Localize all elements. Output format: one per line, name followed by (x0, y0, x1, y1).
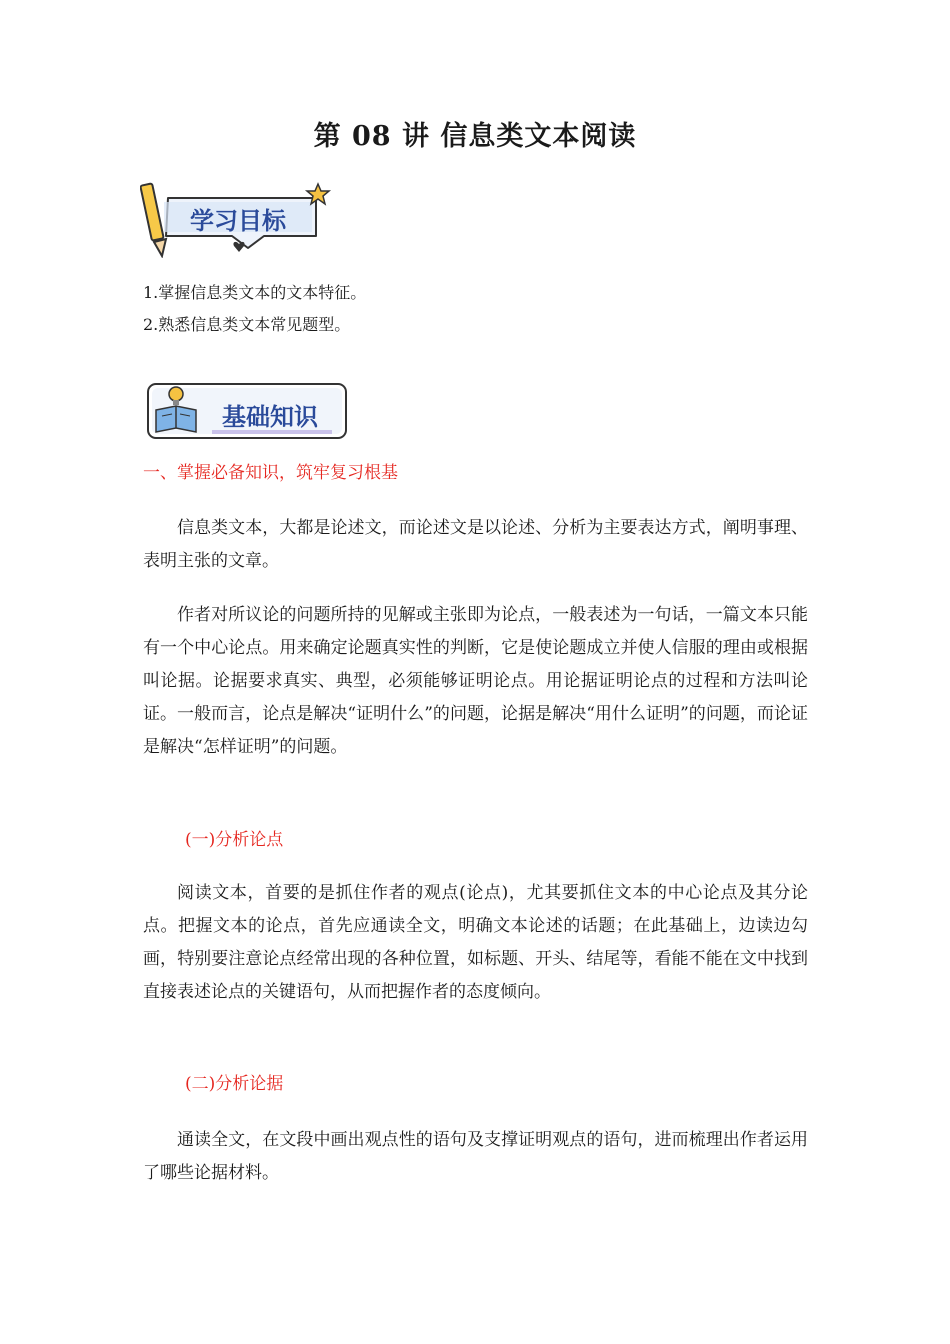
paragraph: 作者对所议论的问题所持的见解或主张即为论点，一般表述为一句话，一篇文本只能有一个中心论点。用来确定论题真实性的判断，它是使论题成立并使人信服的理由或根据叫论据。论据要求真实、典型，必须能够证明论点。用论据证明论点的过程和方法叫论证。一般而言，论点是解决“证明什么”的问题，论据是解决“用什么证明”的问题，而论证是解决“怎样证明”的问题。 (143, 605, 808, 757)
heart-icon (233, 242, 244, 252)
basic-knowledge-label: 基础知识 (222, 403, 318, 431)
book-icon (156, 406, 196, 432)
learning-goals-badge (140, 176, 340, 258)
subsection-heading: (一)分析论点 (185, 830, 284, 850)
section-heading: 一、掌握必备知识，筑牢复习根基 (143, 463, 398, 483)
paragraph: 通读全文，在文段中画出观点性的语句及支撑证明观点的语句，进而梳理出作者运用了哪些论据材料。 (143, 1130, 808, 1183)
goal-item: 2.熟悉信息类文本常见题型。 (143, 315, 351, 334)
goal-item: 1.掌握信息类文本的文本特征。 (143, 283, 367, 302)
learning-goals-label: 学习目标 (190, 207, 286, 235)
pencil-icon (140, 183, 166, 256)
paragraph: 阅读文本，首要的是抓住作者的观点(论点)，尤其要抓住文本的中心论点及其分论点。把握文本的论点，首先应通读全文，明确文本论述的话题；在此基础上，边读边勾画，特别要注意论点经常出现的各种位置，如标题、开头、结尾等，看能不能在文中找到直接表述论点的关键语句，从而把握作者的态度倾向。 (143, 883, 808, 1002)
page-title: 第 08 讲 信息类文本阅读 (313, 121, 637, 152)
paragraph: 信息类文本，大都是论述文，而论述文是以论述、分析为主要表达方式，阐明事理、表明主张的文章。 (143, 518, 808, 571)
subsection-heading: (二)分析论据 (185, 1074, 284, 1094)
basic-knowledge-badge (142, 380, 352, 442)
